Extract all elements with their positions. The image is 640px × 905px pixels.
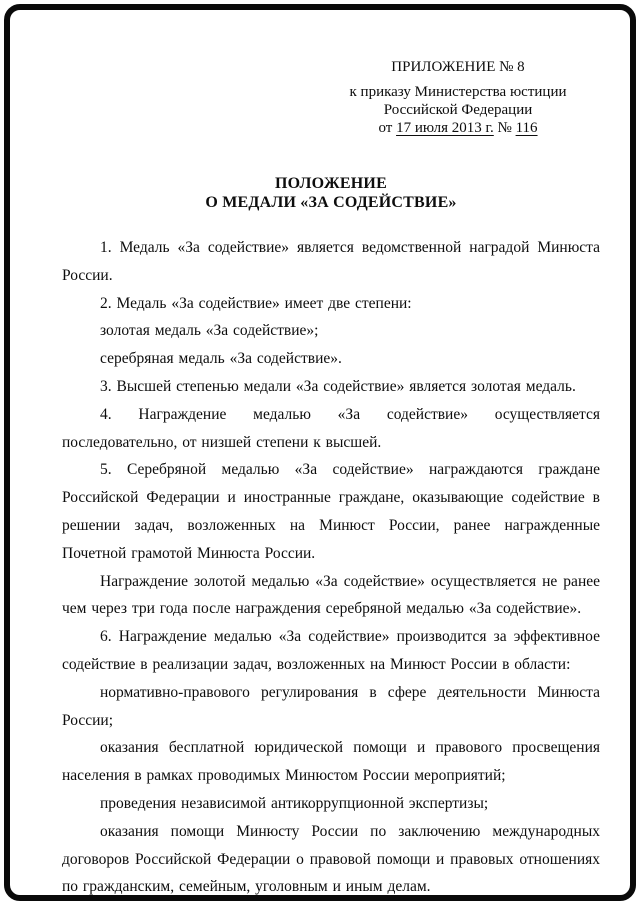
- paragraph: 4. Награждение медалью «За содействие» осуществляется последовательно, от низшей степени к высшей.: [62, 405, 600, 451]
- paragraph: оказания помощи Минюсту России по заключению международных договоров Российской Федерации о правовой помощи и правовых отношениях по гражданским, семейным, уголовным и иным делам.: [62, 822, 600, 896]
- paragraph: серебряная медаль «За содействие».: [100, 350, 342, 368]
- appendix-header: [324, 58, 592, 137]
- document-page: [4, 4, 636, 901]
- paragraph: 6. Награждение медалью «За содействие» производится за эффективное содействие в реализации задач, возложенных на Минюст России в области:: [62, 628, 600, 673]
- paragraph: золотая медаль «За содействие»;: [100, 322, 319, 340]
- paragraph: 1. Медаль «За содействие» является ведомственной наградой Минюста России.: [62, 239, 600, 284]
- paragraph: Награждение золотой медалью «За содействие» осуществляется не ранее чем через три года после награждения серебряной медалью «За содействие».: [62, 572, 600, 618]
- date-prefix: от: [378, 120, 397, 136]
- order-date-line: [324, 119, 592, 137]
- order-number: 116: [515, 120, 538, 136]
- order-date: 17 июля 2013 г.: [396, 120, 494, 136]
- paragraph: 2. Медаль «За содействие» имеет две степени:: [100, 294, 412, 312]
- paragraph: оказания бесплатной юридической помощи и правового просвещения населения в рамках проводимых Минюстом России мероприятий;: [62, 739, 600, 785]
- paragraph: проведения независимой антикоррупционной экспертизы;: [100, 794, 489, 812]
- federation-line: Российской Федерации: [383, 102, 533, 118]
- number-sign: №: [493, 120, 516, 136]
- paragraph: нормативно-правового регулирования в сфере деятельности Минюста России;: [62, 683, 600, 729]
- appendix-number-line: ПРИЛОЖЕНИЕ № 8: [391, 59, 525, 75]
- paragraph: 5. Серебряной медалью «За содействие» награждаются граждане Российской Федерации и иностранные граждане, оказывающие содействие в решении задач, возложенных на Минюст России, ранее награжденные Почетной грамотой Минюста России.: [62, 461, 600, 562]
- order-reference-line: к приказу Министерства юстиции: [349, 84, 567, 100]
- document-title: [62, 174, 600, 212]
- document-body: [62, 234, 600, 901]
- title-line-1: ПОЛОЖЕНИЕ: [275, 175, 387, 192]
- paragraph: 3. Высшей степенью медали «За содействие» является золотая медаль.: [100, 377, 576, 395]
- title-line-2: О МЕДАЛИ «ЗА СОДЕЙСТВИЕ»: [205, 194, 457, 211]
